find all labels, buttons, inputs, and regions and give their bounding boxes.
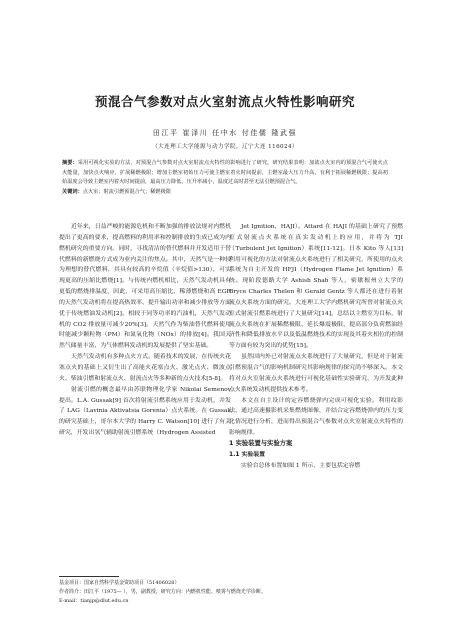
keywords-label: 关键词： (62, 188, 83, 195)
body-paragraph: Jet Ignition，HAJI）。Attard 在 HAJI 的基础上研究了预燃室式射流点火系统在真实发动机上的应用，并将为 TJI（Turbulent Jet Ignition）系统[11-12]。日本 Kito 等人[13] 利用可视化的方法对射流点火系统进行了相关研究，所使用的点火系统为自主开发的 HFJI（Hydrogen Flame Jet Ignition）系统。现阶段德路大学 Ashish Shah 等人，密歇根州立大学的 Bryce Charles Thelen 和 Gerald Gentz 等人都还在进行着射流点火系统方面的研究。大连理工大学内燃机研究所曾对射流点火室式射流引燃系统进行了大量研究[14]，总结以主燃室为目标，射流点火系统在扩展稀燃极限、延长爆震极限、提高部分负荷燃油经济性和降低排放水平以及低温燃烧技术的实现及其着火相位的控制等方面有较为突出的优势[15]。 (229, 224, 403, 350)
section-heading: 1 实验装置与实验方案 (229, 439, 293, 447)
keywords-text: 点火室；射流引燃预混合气；稀燃极限 (82, 188, 171, 195)
subsection-heading: 1.1 实验装置 (229, 451, 266, 458)
left-column (59, 222, 231, 439)
paper-title: 预混合气参数对点火室射流点火特性影响研究 (94, 94, 355, 109)
body-paragraph: 虽然国内外已对射流点火系统进行了大量研究，但是对于射流引燃预混合气的影响机制研究其影响规律的探究尚不够深入。本文将对点火室射流点火系统进行可视化基础性实验研究，为开发此种点火系统发动机提供技术参考。 (229, 354, 403, 393)
footnote-author-bio: 作者简介：田江平（1975— ），男，副教授，研究方向：内燃机性能、喷雾与燃烧光学诊断。 (59, 589, 266, 595)
body-paragraph: 实验台总体布置如图 1 所示，主要包括定容燃 (241, 462, 361, 469)
footnote-divider (59, 576, 119, 577)
body-paragraph: 天然气发动机有多种点火方式。随着技术的发展，在传统火花塞点火的基础上又衍生出了高能火花塞点火、激光点火、微波点火、柴油引燃和射流点火、射流点火等多种新的点火技术[5-8]。 (59, 354, 231, 382)
body-paragraph: 射流引燃的概念最早由苏联物理化学家 Nikolai Semenov 提出。L.A. Gussak[9] 首次将射流引燃系统应用于发动机，并发了 LAG（Lavinia Aktivatsia Gorenia）点火系统。在 Gussak 的研究基础上，哥尔本大学的 Harry C. Watson[10] 进行了有关研究，开发出氢气辅助射流引燃系统（Hydrogen Assisted (59, 386, 231, 437)
right-column (229, 222, 403, 471)
footnote-email: E-mail：tianjp@dlut.edu.cn (59, 598, 129, 604)
author-list: 田江平 崔泽川 任中水 付佳儒 隆武强 (152, 129, 298, 137)
footnotes (59, 579, 359, 606)
body-paragraph: 近年来，日益严峻的能源危机和不断加强的排放法规对内燃机提出了更高的要求，提高燃料的利用率和控制排放的生成已成为内燃机研究的重要方向。同时，寻找清洁的替代燃料并开发适用于替代燃料的新燃烧方式成为业内关注的焦点。其中，天然气是一种较为理想的替代燃料，其具有较高的辛烷值（辛烷值>130），可实现更高的压缩比燃烧[1]。与传统内燃机相比，天然气发动机具有更低的燃烧排温度，因此，可采用高压缩比、稀薄燃烧和高 EGR 的天然气发动机将在提高热效率、提升输出功率和减少排放等方面优于传统燃油发动机[2]。相较于同等功率的汽油机，天然气发动机的 CO2 排放量可减少20%[3]。天然气作为柴油替代燃料使用时能减少颗粒物（PM）和氮氧化物（NOx）的排放[4]。我国天然气储量丰富，为气体燃料发动机的发展提供了坚实基础。 (59, 224, 231, 350)
abstract-block (62, 159, 388, 197)
body-paragraph: 本文在自主设计的定容燃烧弹内完成可视化实验。利用纹影法、通过高速摄影机采集燃烧图像，并结合定容燃烧弹内的压力变化情况进行分析，进而得出预混合气参数对点火室射流点火特性的影响规律。 (229, 397, 403, 437)
abstract-text: 采用可视化实验的方法，对预混合气参数对点火室射流点火特性的影响进行了研究。研究结果表明：加浓点火室内的预混合气可使火点火能量，加快点火响应，扩展稀燃极限；增加主燃室初始压力可使主燃室着火时间提前，主燃室最大压力升高，有利于拓展稀燃极限；提高初始温度会导致主燃室内着火时间提前，最高压力降低，压升率减小，温度过高时甚至无法引燃预混合气。 (62, 160, 388, 186)
abstract-label: 摘要： (62, 160, 78, 166)
affiliation: （大连理工大学能源与动力学院，辽宁大连 116024） (152, 144, 298, 150)
footnote-funding: 基金项目：国家自然科学基金资助项目（51406028） (59, 580, 180, 586)
